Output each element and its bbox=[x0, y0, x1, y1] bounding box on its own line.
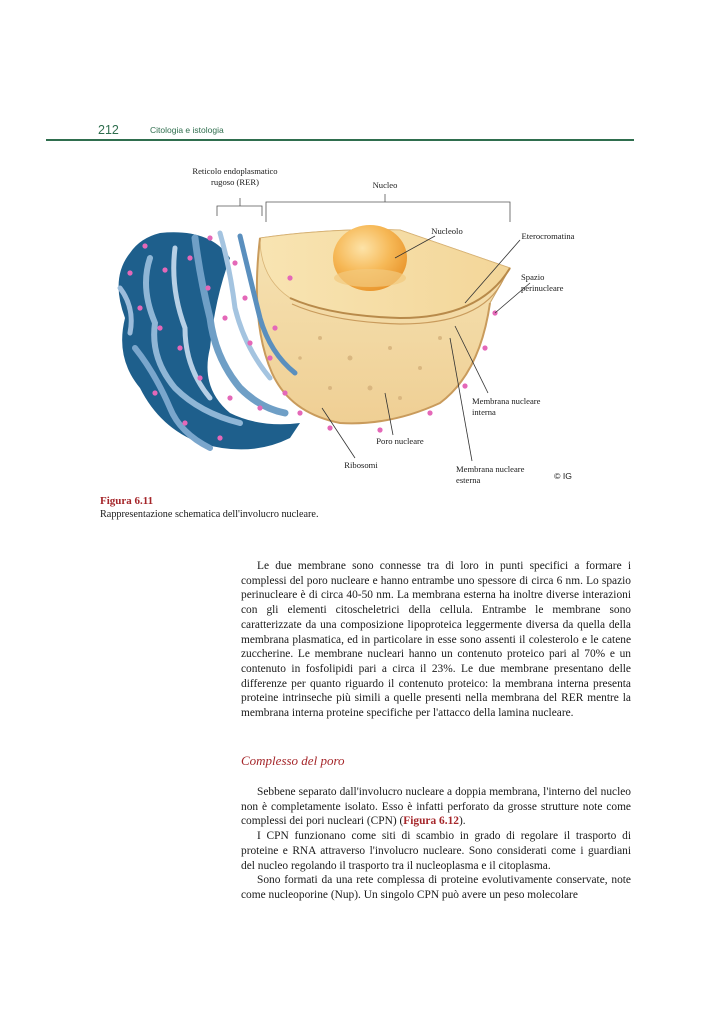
paragraph-3: I CPN funzionano come siti di scambio in grado di regolare il trasporto di proteine e RNA attraverso l'involucro nucleare. Sono considerati come i guardiani del nucleo regolando il trasporto tra il nucleoplasma e il citoplasma. bbox=[241, 830, 631, 872]
label-eterocromatina: Eterocromatina bbox=[521, 231, 575, 241]
figure-caption-text: Rappresentazione schematica dell'involucro nucleare. bbox=[100, 509, 319, 520]
label-spazio: Spazio perinucleare bbox=[521, 272, 564, 293]
running-title: Citologia e istologia bbox=[150, 125, 224, 135]
label-nucleolo: Nucleolo bbox=[431, 226, 463, 236]
body-paragraph-1 bbox=[241, 559, 631, 721]
nuclear-envelope-illustration bbox=[100, 158, 620, 498]
header-rule bbox=[46, 139, 634, 141]
label-membrana-interna: Membrana nucleare interna bbox=[472, 396, 541, 417]
paragraph-4: Sono formati da una rete complessa di proteine evolutivamente conservate, note come nucleoporine (Nup). Un singolo CPN può avere un peso molecolare bbox=[241, 874, 631, 901]
label-nucleo: Nucleo bbox=[372, 180, 398, 190]
nuclear-envelope-figure bbox=[100, 158, 620, 498]
section-title: Complesso del poro bbox=[241, 753, 345, 768]
paragraph-text: Le due membrane sono connesse tra di loro in punti specifici a formare i complessi del poro nucleare e hanno entrambe uno spessore di circa 6 nm. Lo spazio perinucleare è di circa 40-50 nm. La membrana esterna ha inoltre diverse interazioni con gli elementi citoscheletrici della cellula. Entrambe le membrane sono caratterizzate da una composizione lipoproteica leggermente diversa da quella della membrana plasmatica, ed in particolare in esse sono assenti il colesterolo e le catene zuccherine. Le membrane nucleari hanno un contenuto proteico pari al 70% e un contenuto in fosfolipidi pari a circa il 23%. Le due membrane presentano delle differenze per quanto riguardo il contenuto proteico: la membrana interna presenta proteine intrinseche più simili a quelle presenti nella membrana del RER mentre la membrana interna proteine specifiche per l'attacco della lamina nucleare. bbox=[241, 560, 631, 720]
figure-caption-number: Figura 6.11 bbox=[100, 495, 154, 507]
label-brackets bbox=[217, 194, 510, 222]
paragraph-2 bbox=[241, 785, 631, 829]
body-section-text bbox=[241, 785, 631, 903]
figure-reference-link[interactable]: Figura 6.12 bbox=[403, 815, 459, 828]
page-number: 212 bbox=[98, 123, 119, 137]
page-header bbox=[46, 123, 634, 143]
paragraph-2-end: ). bbox=[458, 815, 466, 828]
label-ribosomi: Ribosomi bbox=[344, 460, 378, 470]
label-poro: Poro nucleare bbox=[376, 436, 424, 446]
label-membrana-esterna: Membrana nucleare esterna bbox=[456, 464, 525, 485]
label-rer: Reticolo endoplasmatico rugoso (RER) bbox=[192, 166, 278, 187]
paragraph-2-text: Sebbene separato dall'involucro nucleare a doppia membrana, l'interno del nucleo non è completamente isolato. Esso è infatti perforato da grosse strutture note come complessi dei pori nucleari (CPN) ( bbox=[241, 786, 631, 828]
copyright: © IG bbox=[554, 471, 572, 481]
